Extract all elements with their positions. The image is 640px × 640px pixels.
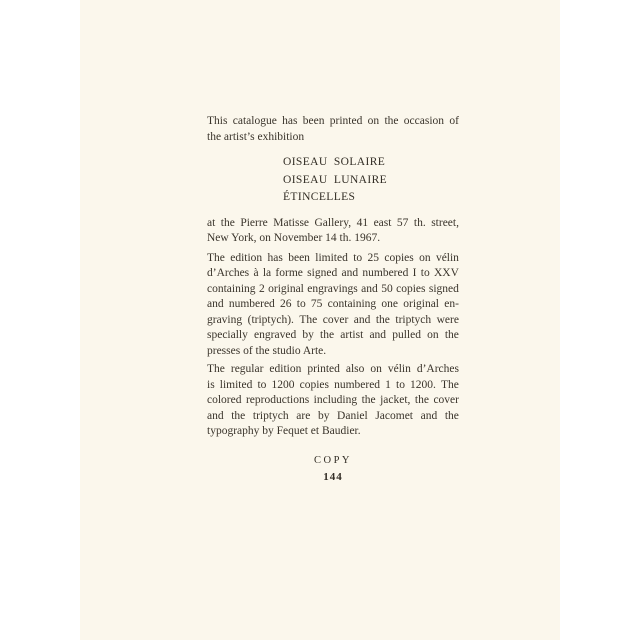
colophon-line: and the triptych are by Daniel Jacomet and the: [207, 409, 459, 422]
colophon-line: is limited to 1200 copies numbered 1 to 1200. The: [207, 378, 459, 391]
catalogue-page: [80, 0, 560, 640]
exhibition-title-line: OISEAU LUNAIRE: [283, 173, 388, 186]
exhibition-title-line: ÉTINCELLES: [283, 191, 356, 203]
colophon-line: and numbered 26 to 75 containing one original en-: [207, 298, 459, 310]
colophon-text-block: [207, 114, 459, 486]
colophon-line: New York, on November 14 th. 1967.: [207, 232, 381, 244]
copy-label: COPY: [313, 454, 352, 466]
colophon-line: graving (triptych). The cover and the triptych were: [207, 313, 459, 326]
limited-edition-paragraph: [207, 251, 459, 360]
colophon-line: specially engraved by the artist and pulled on the: [207, 329, 459, 341]
colophon-line: presses of the studio Arte.: [207, 344, 327, 357]
exhibition-title-line: OISEAU SOLAIRE: [283, 156, 386, 168]
colophon-line: containing 2 original engravings and 50 copies signed: [207, 282, 459, 295]
regular-edition-paragraph: [207, 362, 459, 440]
colophon-line: typography by Fequet et Baudier.: [207, 425, 361, 437]
copy-number: 144: [323, 471, 343, 483]
intro-paragraph: [207, 114, 459, 145]
colophon-line: This catalogue has been printed on the occasion of: [207, 115, 459, 127]
exhibition-title-list: [283, 154, 459, 207]
colophon-line: d’Arches à la forme signed and numbered I to XXV: [207, 267, 459, 279]
colophon-line: colored reproductions including the jacket, the cover: [207, 394, 459, 406]
colophon-line: at the Pierre Matisse Gallery, 41 east 57 th. street,: [207, 216, 459, 229]
venue-paragraph: [207, 216, 459, 247]
colophon-line: The edition has been limited to 25 copies on vélin: [207, 251, 459, 264]
colophon-line: the artist’s exhibition: [207, 130, 305, 143]
colophon-line: The regular edition printed also on vélin d’Arches: [207, 363, 459, 375]
